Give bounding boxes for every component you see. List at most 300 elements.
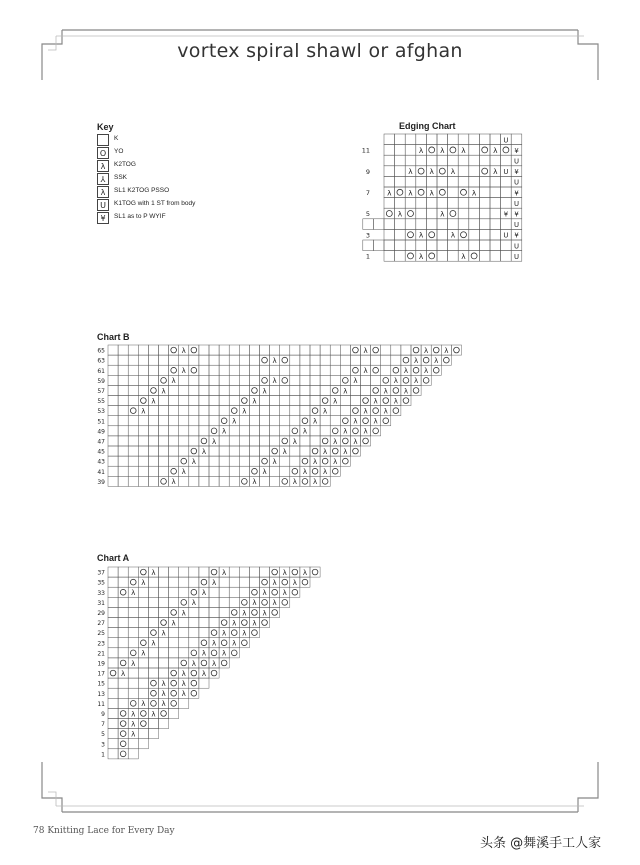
decrease-symbol: λ: [292, 477, 297, 487]
chart-a-cell: [138, 597, 148, 607]
yo-symbol: [302, 579, 308, 585]
chart-a-cell: [108, 739, 118, 749]
chart-a-cell: [138, 729, 148, 739]
decrease-symbol: λ: [161, 689, 166, 699]
yo-symbol: [130, 650, 136, 656]
yo-symbol: [312, 569, 318, 575]
chart-a-cell: [169, 628, 179, 638]
decrease-symbol: λ: [373, 416, 378, 426]
decrease-symbol: λ: [424, 345, 429, 355]
decrease-symbol: λ: [181, 608, 186, 618]
chart-a-cell: [229, 597, 239, 607]
k1tog-body-symbol: U: [513, 199, 520, 208]
chart-a-cell: [260, 577, 270, 587]
decrease-symbol: λ: [232, 416, 237, 426]
chart-a-cell: [179, 577, 189, 587]
decrease-symbol: λ: [151, 638, 156, 648]
chart-a-cell: [159, 668, 169, 678]
chart-a-cell: [128, 607, 138, 617]
k1tog-body-symbol: U: [503, 136, 509, 145]
chart-a-cell: [128, 668, 138, 678]
decrease-symbol: λ: [141, 577, 146, 587]
chart-a-cell: [148, 729, 158, 739]
decrease-symbol: λ: [272, 376, 277, 386]
decrease-symbol: λ: [440, 209, 445, 219]
decrease-symbol: λ: [181, 678, 186, 688]
chart-a-cell: [199, 638, 209, 648]
decrease-symbol: λ: [302, 426, 308, 436]
chart-a-cell: [159, 607, 169, 617]
yo-symbol: [252, 589, 258, 595]
chart-a-cell: [148, 678, 158, 688]
chart-a-cell: [199, 658, 209, 668]
chart-a-cell: [189, 587, 199, 597]
chart-a-row-label: 3: [101, 741, 105, 749]
yo-symbol: [262, 620, 268, 626]
yo-symbol: [120, 721, 126, 727]
chart-a-cell: [128, 567, 138, 577]
chart-a-cell: [108, 567, 118, 577]
chart-a-cell: [108, 638, 118, 648]
chart-a-row-label: 9: [101, 710, 105, 718]
chart-a-cell: [179, 567, 189, 577]
chart-a-cell: [260, 618, 270, 628]
chart-a-cell: [148, 628, 158, 638]
chart-a-cell: [118, 618, 128, 628]
chart-a-cell: [138, 628, 148, 638]
chart-a-heading: Chart A: [97, 553, 130, 563]
chart-a-cell: [169, 587, 179, 597]
key-symbol: ⅄: [97, 173, 109, 185]
decrease-symbol: λ: [403, 386, 409, 396]
k1tog-body-symbol: U: [513, 252, 520, 261]
chart-a-cell: [219, 587, 229, 597]
decrease-symbol: λ: [312, 477, 318, 487]
yo-symbol: [120, 731, 126, 737]
chart-a-row-label: 17: [97, 670, 105, 678]
edging-row-label: 9: [365, 167, 370, 176]
yo-symbol: [221, 640, 227, 646]
decrease-symbol: λ: [141, 699, 146, 709]
chart-b-row-label: 45: [97, 448, 105, 456]
decrease-symbol: λ: [121, 668, 126, 678]
edging-row-label: 3: [365, 231, 370, 240]
chart-a-cell: [118, 607, 128, 617]
yo-symbol: [130, 579, 136, 585]
decrease-symbol: λ: [408, 167, 413, 177]
chart-a-cell: [108, 577, 118, 587]
decrease-symbol: λ: [201, 648, 207, 658]
key-label: YO: [114, 148, 124, 155]
chart-a-cell: [179, 658, 189, 668]
decrease-symbol: λ: [232, 638, 237, 648]
yo-symbol: [151, 680, 157, 686]
chart-a-cell: [270, 607, 280, 617]
decrease-symbol: λ: [131, 719, 136, 729]
decrease-symbol: λ: [363, 345, 368, 355]
chart-a-cell: [118, 597, 128, 607]
decrease-symbol: λ: [252, 396, 257, 406]
decrease-symbol: λ: [333, 436, 338, 446]
key-symbol: U: [97, 199, 109, 211]
chart-a-cell: [179, 698, 189, 708]
chart-a-cell: [108, 688, 118, 698]
chart-a-cell: [128, 678, 138, 688]
decrease-symbol: λ: [272, 577, 277, 587]
decrease-symbol: λ: [211, 638, 217, 648]
chart-a-cell: [219, 577, 229, 587]
decrease-symbol: λ: [242, 608, 247, 618]
chart-a-cell: [189, 688, 199, 698]
edging-chart-heading: Edging Chart: [399, 121, 456, 131]
slip-symbol: ¥: [514, 231, 519, 240]
chart-a-cell: [169, 708, 179, 718]
chart-a-cell: [179, 618, 189, 628]
chart-a-cell: [118, 688, 128, 698]
chart-a-cell: [189, 577, 199, 587]
chart-a-cell: [148, 688, 158, 698]
yo-symbol: [151, 630, 157, 636]
chart-a-cell: [108, 719, 118, 729]
chart-a-row-label: 37: [97, 569, 105, 577]
chart-a-cell: [179, 628, 189, 638]
chart-a-cell: [118, 719, 128, 729]
yo-symbol: [191, 650, 197, 656]
edging-row-label: 1: [365, 252, 370, 261]
yo-symbol: [181, 600, 187, 606]
decrease-symbol: λ: [181, 668, 186, 678]
yo-symbol: [161, 620, 167, 626]
chart-a-cell: [138, 587, 148, 597]
yo-symbol: [141, 721, 147, 727]
chart-a-cell: [148, 719, 158, 729]
decrease-symbol: λ: [333, 456, 338, 466]
key-symbol: λ: [97, 160, 109, 172]
edging-row-label: 7: [365, 188, 370, 197]
decrease-symbol: λ: [181, 366, 186, 376]
decrease-symbol: λ: [211, 577, 217, 587]
chart-a-cell: [189, 638, 199, 648]
decrease-symbol: λ: [413, 376, 419, 386]
chart-a-cell: [108, 729, 118, 739]
decrease-symbol: λ: [161, 699, 166, 709]
yo-symbol: [242, 620, 248, 626]
yo-symbol: [242, 640, 248, 646]
decrease-symbol: λ: [418, 251, 424, 261]
page-footer: 78 Knitting Lace for Every Day: [33, 826, 175, 836]
decrease-symbol: λ: [171, 618, 176, 628]
chart-a-cell: [138, 688, 148, 698]
decrease-symbol: λ: [222, 628, 227, 638]
chart-a-cell: [209, 597, 219, 607]
decrease-symbol: λ: [383, 386, 388, 396]
key-label: K2TOG: [114, 161, 136, 168]
decrease-symbol: λ: [444, 345, 449, 355]
decrease-symbol: λ: [151, 567, 156, 577]
decrease-symbol: λ: [418, 230, 424, 240]
yo-symbol: [201, 660, 207, 666]
decrease-symbol: λ: [323, 446, 328, 456]
yo-symbol: [231, 630, 237, 636]
slip-symbol: ¥: [514, 168, 519, 177]
chart-a-row-label: 21: [97, 650, 105, 658]
decrease-symbol: λ: [302, 467, 308, 477]
chart-a-cell: [148, 577, 158, 587]
chart-a-cell: [118, 577, 128, 587]
chart-a-cell: [138, 719, 148, 729]
decrease-symbol: λ: [131, 658, 136, 668]
decrease-symbol: λ: [292, 436, 297, 446]
chart-a-cell: [159, 587, 169, 597]
decrease-symbol: λ: [222, 567, 227, 577]
yo-symbol: [171, 690, 177, 696]
decrease-symbol: λ: [272, 355, 277, 365]
decrease-symbol: λ: [141, 648, 146, 658]
chart-a-row-label: 7: [101, 721, 105, 729]
decrease-symbol: λ: [353, 376, 358, 386]
decrease-symbol: λ: [181, 345, 186, 355]
chart-a-cell: [239, 618, 249, 628]
decrease-symbol: λ: [161, 386, 166, 396]
chart-a-cell: [249, 567, 259, 577]
k1tog-body-symbol: U: [503, 231, 509, 240]
slip-symbol: ¥: [514, 210, 519, 219]
decrease-symbol: λ: [397, 209, 403, 219]
chart-a-row-label: 11: [97, 700, 105, 708]
chart-a-cell: [128, 698, 138, 708]
chart-a-cell: [179, 638, 189, 648]
chart-a-cell: [229, 607, 239, 617]
decrease-symbol: λ: [272, 598, 277, 608]
chart-a-row-label: 29: [97, 609, 105, 617]
chart-a-cell: [239, 577, 249, 587]
yo-symbol: [171, 610, 177, 616]
decrease-symbol: λ: [161, 628, 166, 638]
chart-a-cell: [169, 597, 179, 607]
decrease-symbol: λ: [222, 426, 227, 436]
chart-a-cell: [169, 698, 179, 708]
chart-a-cell: [280, 597, 290, 607]
chart-a-cell: [148, 698, 158, 708]
chart-b-row-label: 51: [97, 418, 105, 426]
key-symbol: O: [97, 147, 109, 159]
yo-symbol: [191, 670, 197, 676]
decrease-symbol: λ: [343, 426, 348, 436]
yo-symbol: [231, 610, 237, 616]
slip-symbol: ¥: [514, 146, 519, 155]
chart-a-cell: [128, 739, 138, 749]
chart-a-row-label: 5: [101, 731, 105, 739]
chart-a-cell: [138, 638, 148, 648]
decrease-symbol: λ: [151, 396, 156, 406]
chart-a-cell: [108, 628, 118, 638]
decrease-symbol: λ: [211, 436, 217, 446]
chart-a-cell: [179, 597, 189, 607]
chart-a-cell: [118, 678, 128, 688]
yo-symbol: [211, 569, 217, 575]
chart-a-cell: [148, 668, 158, 678]
yo-symbol: [252, 630, 258, 636]
yo-symbol: [211, 630, 217, 636]
page-title: vortex spiral shawl or afghan: [177, 40, 463, 62]
k1tog-body-symbol: U: [513, 178, 520, 187]
chart-a-cell: [138, 678, 148, 688]
chart-a-cell: [118, 739, 128, 749]
yo-symbol: [151, 690, 157, 696]
yo-symbol: [191, 680, 197, 686]
yo-symbol: [130, 701, 136, 707]
decrease-symbol: λ: [201, 668, 207, 678]
chart-a-cell: [148, 658, 158, 668]
slip-symbol: ¥: [503, 210, 509, 219]
yo-symbol: [120, 751, 126, 757]
chart-a-row-label: 19: [97, 660, 105, 668]
yo-symbol: [161, 711, 167, 717]
decrease-symbol: λ: [383, 406, 388, 416]
edging-row-label: 11: [361, 146, 370, 155]
chart-a-cell: [148, 607, 158, 617]
decrease-symbol: λ: [343, 446, 348, 456]
chart-a-cell: [239, 567, 249, 577]
chart-a-cell: [108, 749, 118, 759]
key-label: SL1 K2TOG PSSO: [114, 187, 170, 194]
decrease-symbol: λ: [252, 598, 257, 608]
chart-a-cell: [108, 708, 118, 718]
decrease-symbol: λ: [252, 618, 257, 628]
decrease-symbol: λ: [191, 658, 196, 668]
chart-a-cell: [179, 587, 189, 597]
yo-symbol: [221, 620, 227, 626]
chart-a-cell: [148, 648, 158, 658]
yo-symbol: [141, 711, 147, 717]
yo-symbol: [191, 589, 197, 595]
decrease-symbol: λ: [333, 396, 338, 406]
yo-symbol: [272, 569, 278, 575]
decrease-symbol: λ: [262, 588, 267, 598]
chart-a-cell: [148, 618, 158, 628]
key-symbol: ¥: [97, 212, 109, 224]
decrease-symbol: λ: [201, 446, 207, 456]
decrease-symbol: λ: [312, 416, 318, 426]
chart-b-row-label: 57: [97, 387, 105, 395]
chart-a-cell: [249, 628, 259, 638]
chart-a-row-label: 35: [97, 579, 105, 587]
chart-a-cell: [219, 638, 229, 648]
chart-a-cell: [159, 567, 169, 577]
yo-symbol: [141, 640, 147, 646]
chart-a-cell: [229, 577, 239, 587]
chart-a-cell: [249, 587, 259, 597]
chart-a-row-label: 27: [97, 620, 105, 628]
yo-symbol: [282, 600, 288, 606]
decrease-symbol: λ: [262, 386, 267, 396]
chart-a-cell: [300, 577, 310, 587]
chart-a-cell: [199, 577, 209, 587]
chart-a-cell: [189, 607, 199, 617]
decrease-symbol: λ: [131, 588, 136, 598]
yo-symbol: [151, 701, 157, 707]
chart-a-cell: [229, 587, 239, 597]
chart-a-cell: [209, 648, 219, 658]
chart-a-cell: [189, 648, 199, 658]
decrease-symbol: λ: [353, 436, 358, 446]
chart-a-cell: [118, 708, 128, 718]
chart-a-cell: [108, 698, 118, 708]
chart-a-cell: [108, 648, 118, 658]
chart-a-cell: [179, 648, 189, 658]
chart-a-cell: [199, 618, 209, 628]
chart-a-cell: [169, 668, 179, 678]
k1tog-body-symbol: U: [513, 157, 520, 166]
decrease-symbol: λ: [343, 386, 348, 396]
yo-symbol: [272, 589, 278, 595]
chart-a-cell: [219, 597, 229, 607]
chart-a-cell: [260, 567, 270, 577]
chart-a-cell: [219, 618, 229, 628]
chart-a-cell: [280, 577, 290, 587]
decrease-symbol: λ: [363, 366, 368, 376]
chart-a-cell: [159, 719, 169, 729]
chart-a-cell: [209, 628, 219, 638]
decrease-symbol: λ: [493, 145, 498, 155]
yo-symbol: [201, 640, 207, 646]
chart-a-cell: [108, 597, 118, 607]
yo-symbol: [141, 569, 147, 575]
chart-a-cell: [199, 607, 209, 617]
decrease-symbol: λ: [461, 145, 466, 155]
yo-symbol: [211, 650, 217, 656]
chart-a-cell: [290, 567, 300, 577]
yo-symbol: [120, 741, 126, 747]
chart-a-cell: [118, 567, 128, 577]
decrease-symbol: λ: [191, 456, 196, 466]
chart-a-row-label: 33: [97, 589, 105, 597]
chart-a-cell: [159, 597, 169, 607]
chart-a-cell: [209, 618, 219, 628]
decrease-symbol: λ: [403, 366, 409, 376]
chart-a-row-label: 23: [97, 640, 105, 648]
chart-a-cell: [219, 658, 229, 668]
chart-a-cell: [108, 668, 118, 678]
chart-a-cell: [159, 618, 169, 628]
chart-a-cell: [108, 658, 118, 668]
decrease-symbol: λ: [312, 456, 318, 466]
decrease-symbol: λ: [201, 588, 207, 598]
chart-a-cell: [199, 567, 209, 577]
chart-a-row-label: 31: [97, 599, 105, 607]
decrease-symbol: λ: [282, 588, 287, 598]
yo-symbol: [292, 569, 298, 575]
watermark-text: 头条 @舞溪手工人家: [480, 836, 602, 851]
key-label: SSK: [114, 174, 128, 181]
key-label: K: [114, 135, 119, 142]
slip-symbol: ¥: [514, 189, 519, 198]
chart-a-cell: [128, 688, 138, 698]
chart-a-cell: [118, 658, 128, 668]
chart-a-cell: [209, 587, 219, 597]
decrease-symbol: λ: [429, 188, 434, 198]
chart-a-cell: [189, 567, 199, 577]
chart-a-cell: [189, 678, 199, 688]
yo-symbol: [282, 579, 288, 585]
chart-a-cell: [229, 567, 239, 577]
key-label: SL1 as to P WYIF: [114, 213, 166, 220]
chart-b-row-label: 59: [97, 377, 105, 385]
yo-symbol: [231, 650, 237, 656]
decrease-symbol: λ: [141, 406, 146, 416]
chart-a-cell: [169, 567, 179, 577]
chart-a-row-label: 25: [97, 630, 105, 638]
